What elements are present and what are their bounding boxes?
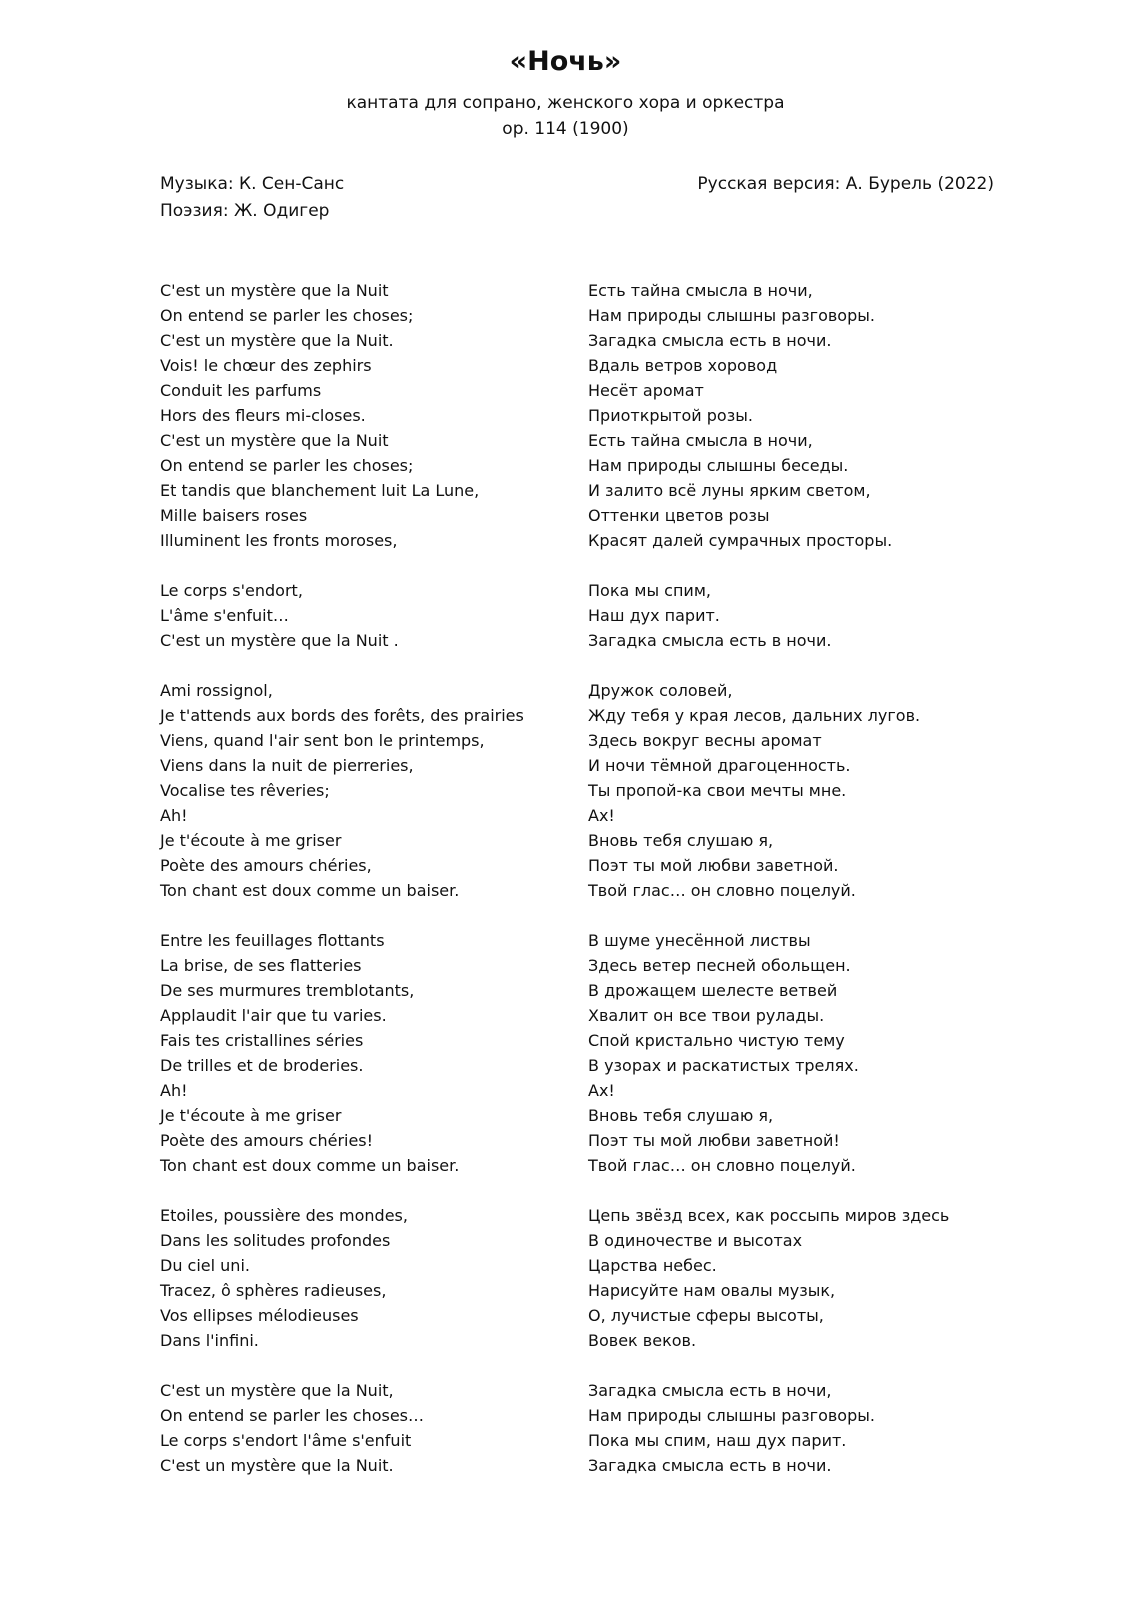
russian-lyric-line: Твой глас… он словно поцелуй. (588, 881, 856, 900)
french-lyric-line: Vocalise tes rêveries; (160, 781, 330, 800)
russian-lyric-line: Загадка смысла есть в ночи, (588, 1381, 832, 1400)
french-lyric-line: Applaudit l'air que tu varies. (160, 1006, 387, 1025)
french-lyric-line: C'est un mystère que la Nuit. (160, 1456, 394, 1475)
french-lyric-line: Mille baisers roses (160, 506, 308, 525)
russian-lyric-line: Пока мы спим, наш дух парит. (588, 1431, 847, 1450)
french-lyric-line: Dans l'infini. (160, 1331, 259, 1350)
french-lyric-line: Je t'attends aux bords des forêts, des prairies (160, 706, 524, 725)
french-stanza (160, 1203, 560, 1353)
russian-lyric-line: Спой кристально чистую тему (588, 1031, 845, 1050)
russian-stanza (588, 928, 1008, 1178)
french-lyric-line: Le corps s'endort l'âme s'enfuit (160, 1431, 412, 1450)
french-stanza (160, 1378, 560, 1478)
french-lyric-line: Dans les solitudes profondes (160, 1231, 391, 1250)
french-lyric-line: L'âme s'enfuit… (160, 606, 289, 625)
russian-lyric-line: Вдаль ветров хоровод (588, 356, 778, 375)
russian-lyric-line: Оттенки цветов розы (588, 506, 770, 525)
french-stanza (160, 278, 560, 553)
russian-lyric-line: Вновь тебя слушаю я, (588, 831, 774, 850)
russian-stanza (588, 1378, 1008, 1478)
french-lyric-line: Je t'écoute à me griser (160, 1106, 342, 1125)
french-lyric-line: Illuminent les fronts moroses, (160, 531, 398, 550)
russian-lyric-line: Несёт аромат (588, 381, 704, 400)
credit-translation: Русская версия: А. Бурель (2022) (697, 174, 994, 194)
french-stanza (160, 578, 560, 653)
french-lyric-line: Conduit les parfums (160, 381, 322, 400)
russian-lyric-line: И залито всё луны ярким светом, (588, 481, 871, 500)
french-lyric-line: Le corps s'endort, (160, 581, 303, 600)
french-lyric-line: Poète des amours chéries! (160, 1131, 374, 1150)
french-lyric-line: Vois! le chœur des zephirs (160, 356, 372, 375)
french-lyric-line: C'est un mystère que la Nuit (160, 431, 389, 450)
russian-lyric-line: Пока мы спим, (588, 581, 711, 600)
french-lyric-line: Ton chant est doux comme un baiser. (160, 881, 460, 900)
russian-lyric-line: В шуме унесённой листвы (588, 931, 811, 950)
russian-lyric-line: Нам природы слышны разговоры. (588, 306, 875, 325)
french-lyric-line: Du ciel uni. (160, 1256, 250, 1275)
french-stanza (160, 678, 560, 903)
french-lyric-line: C'est un mystère que la Nuit . (160, 631, 399, 650)
russian-stanza (588, 578, 1008, 653)
french-stanza (160, 928, 560, 1178)
french-lyric-line: Tracez, ô sphères radieuses, (160, 1281, 387, 1300)
russian-stanza (588, 1203, 1008, 1353)
french-lyric-line: Etoiles, poussière des mondes, (160, 1206, 408, 1225)
french-lyric-line: Poète des amours chéries, (160, 856, 372, 875)
french-lyric-line: Ton chant est doux comme un baiser. (160, 1156, 460, 1175)
french-lyrics-column (160, 278, 560, 1503)
russian-lyric-line: В дрожащем шелесте ветвей (588, 981, 838, 1000)
russian-lyric-line: Поэт ты мой любви заветной! (588, 1131, 840, 1150)
subtitle-line-1: кантата для сопрано, женского хора и оркестра (346, 93, 785, 113)
french-lyric-line: C'est un mystère que la Nuit (160, 281, 389, 300)
russian-lyric-line: Царства небес. (588, 1256, 717, 1275)
french-lyric-line: Viens dans la nuit de pierreries, (160, 756, 414, 775)
french-lyric-line: On entend se parler les choses… (160, 1406, 425, 1425)
russian-lyric-line: Нам природы слышны беседы. (588, 456, 849, 475)
french-lyric-line: Viens, quand l'air sent bon le printemps, (160, 731, 485, 750)
russian-lyric-line: Есть тайна смысла в ночи, (588, 281, 813, 300)
russian-lyric-line: Загадка смысла есть в ночи. (588, 331, 832, 350)
russian-stanza (588, 278, 1008, 553)
russian-lyric-line: В одиночестве и высотах (588, 1231, 803, 1250)
french-lyric-line: Fais tes cristallines séries (160, 1031, 364, 1050)
russian-lyric-line: Здесь ветер песней обольщен. (588, 956, 851, 975)
russian-lyric-line: Твой глас… он словно поцелуй. (588, 1156, 856, 1175)
french-lyric-line: La brise, de ses flatteries (160, 956, 362, 975)
russian-lyric-line: Загадка смысла есть в ночи. (588, 1456, 832, 1475)
french-lyric-line: On entend se parler les choses; (160, 306, 414, 325)
french-lyric-line: On entend se parler les choses; (160, 456, 414, 475)
russian-lyric-line: Нам природы слышны разговоры. (588, 1406, 875, 1425)
russian-lyric-line: Хвалит он все твои рулады. (588, 1006, 825, 1025)
russian-lyric-line: Приоткрытой розы. (588, 406, 753, 425)
russian-lyric-line: Жду тебя у края лесов, дальних лугов. (588, 706, 921, 725)
russian-lyrics-column (588, 278, 1008, 1503)
russian-lyric-line: Нарисуйте нам овалы музык, (588, 1281, 836, 1300)
russian-lyric-line: Ты пропой-ка свои мечты мне. (588, 781, 847, 800)
russian-lyric-line: Вовек веков. (588, 1331, 697, 1350)
french-lyric-line: C'est un mystère que la Nuit, (160, 1381, 394, 1400)
french-lyric-line: De trilles et de broderies. (160, 1056, 364, 1075)
french-lyric-line: Ami rossignol, (160, 681, 273, 700)
russian-lyric-line: Есть тайна смысла в ночи, (588, 431, 813, 450)
russian-lyric-line: Вновь тебя слушаю я, (588, 1106, 774, 1125)
russian-lyric-line: Ах! (588, 806, 615, 825)
subtitle-line-2: op. 114 (1900) (502, 119, 629, 139)
russian-lyric-line: Цепь звёзд всех, как россыпь миров здесь (588, 1206, 950, 1225)
french-lyric-line: Je t'écoute à me griser (160, 831, 342, 850)
french-lyric-line: C'est un mystère que la Nuit. (160, 331, 394, 350)
french-lyric-line: Et tandis que blanchement luit La Lune, (160, 481, 480, 500)
russian-lyric-line: Дружок соловей, (588, 681, 733, 700)
russian-lyric-line: Наш дух парит. (588, 606, 720, 625)
russian-lyric-line: Красят далей сумрачных просторы. (588, 531, 893, 550)
russian-lyric-line: В узорах и раскатистых трелях. (588, 1056, 859, 1075)
russian-lyric-line: Поэт ты мой любви заветной. (588, 856, 839, 875)
russian-lyric-line: Ах! (588, 1081, 615, 1100)
french-lyric-line: Entre les feuillages flottants (160, 931, 385, 950)
credit-music: Музыка: К. Сен-Санс (160, 174, 345, 194)
russian-lyric-line: О, лучистые сферы высоты, (588, 1306, 824, 1325)
french-lyric-line: De ses murmures tremblotants, (160, 981, 415, 1000)
russian-lyric-line: Здесь вокруг весны аромат (588, 731, 822, 750)
page-title: «Ночь» (509, 46, 622, 77)
russian-lyric-line: И ночи тёмной драгоценность. (588, 756, 851, 775)
russian-stanza (588, 678, 1008, 903)
credit-poetry: Поэзия: Ж. Одигер (160, 201, 330, 221)
french-lyric-line: Ah! (160, 806, 188, 825)
french-lyric-line: Vos ellipses mélodieuses (160, 1306, 359, 1325)
french-lyric-line: Ah! (160, 1081, 188, 1100)
russian-lyric-line: Загадка смысла есть в ночи. (588, 631, 832, 650)
french-lyric-line: Hors des fleurs mi-closes. (160, 406, 366, 425)
